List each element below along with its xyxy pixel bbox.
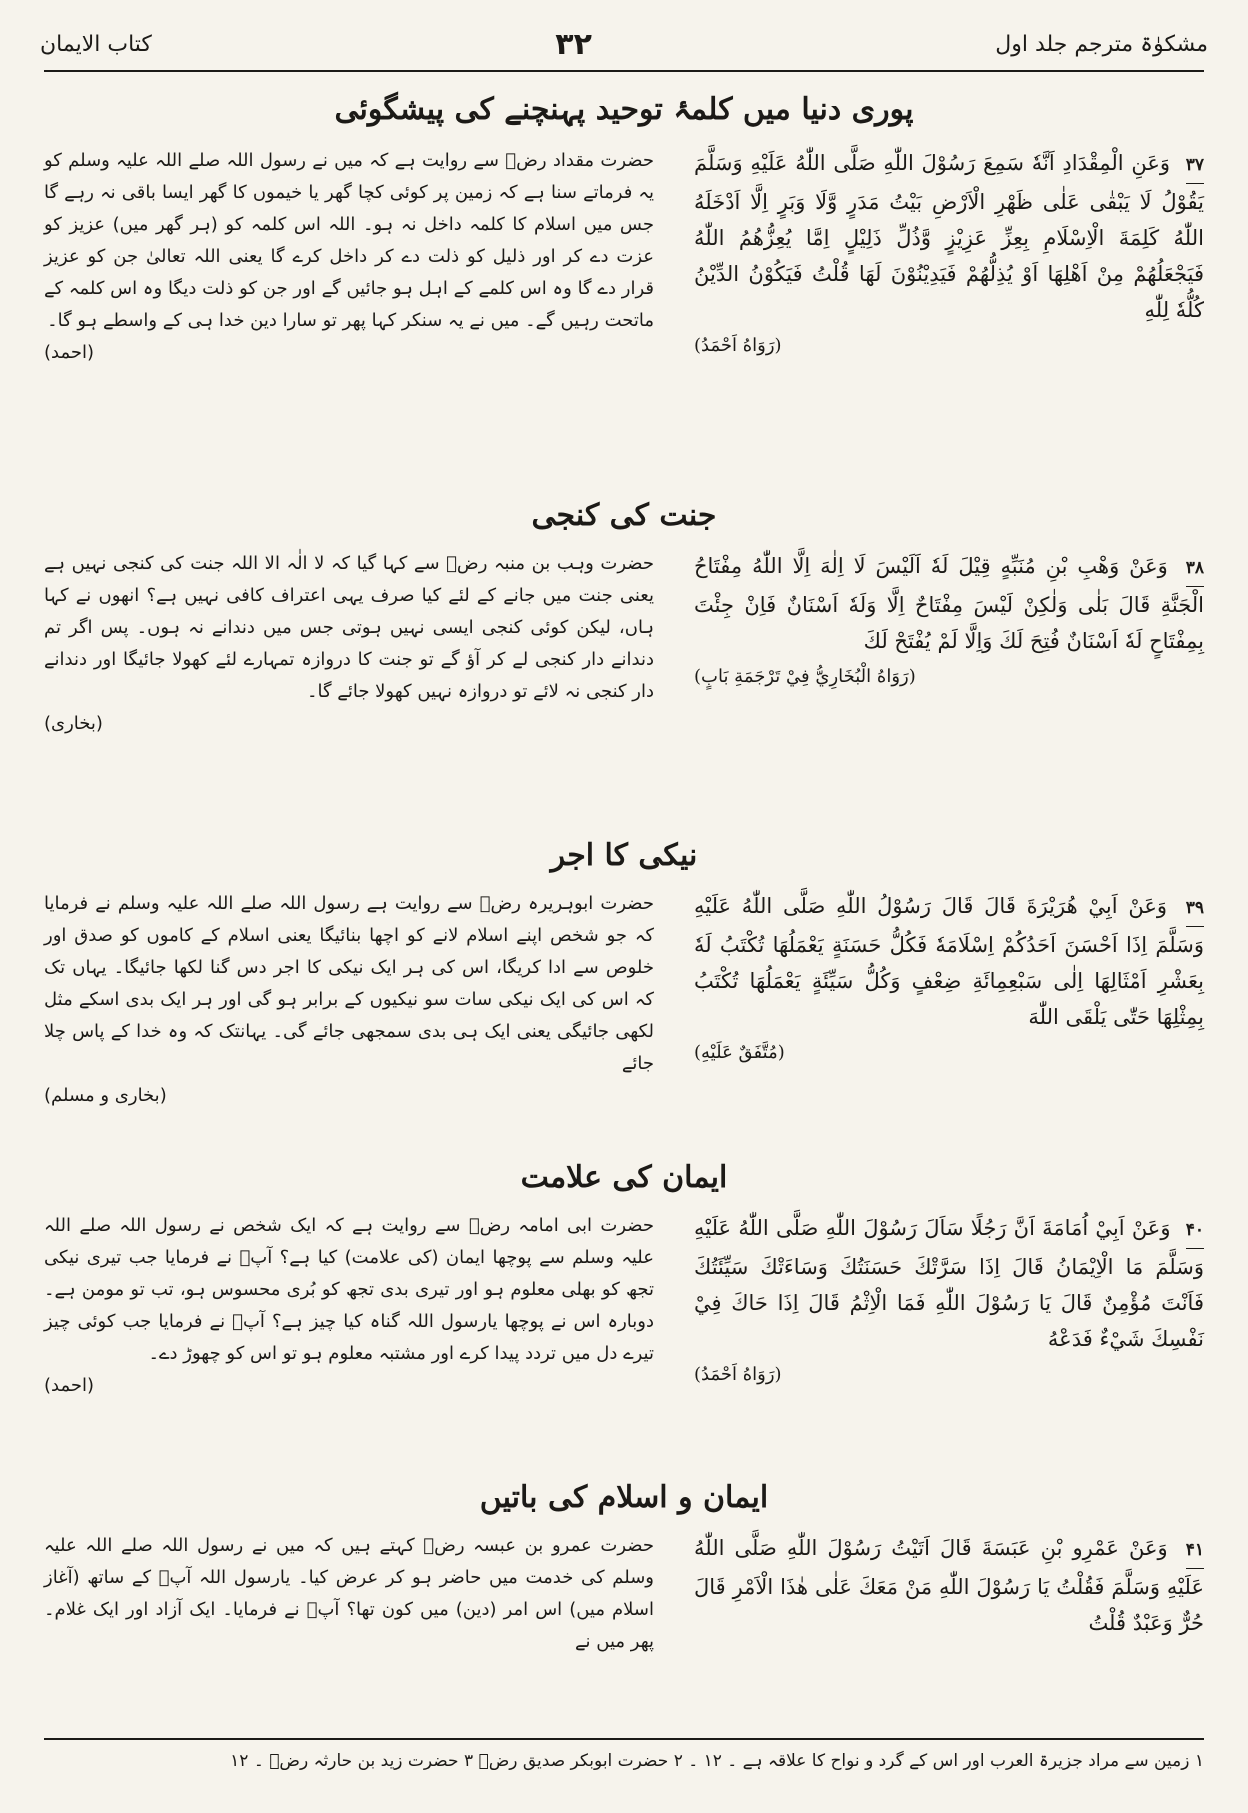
arabic-reference: (رَوَاهُ اَحْمَدُ) bbox=[694, 1364, 782, 1385]
hadith-arabic bbox=[694, 145, 1204, 364]
hadith-arabic bbox=[694, 888, 1204, 1071]
section-title: جنت کی کنجی bbox=[531, 498, 717, 533]
arabic-reference: (مُتَّفَقٌ عَلَيْهِ) bbox=[694, 1042, 785, 1063]
section-title: نیکی کا اجر bbox=[550, 838, 698, 873]
hadith-number: ۳۷ bbox=[1186, 147, 1204, 184]
arabic-reference: (رَوَاهُ اَحْمَدُ) bbox=[694, 335, 782, 356]
urdu-text: حضرت عمرو بن عبسہ رضؓ کہتے ہیں کہ میں نے رسول اللہ صلے اللہ علیہ وسلم کی خدمت میں حاضر ہو کر عرض کیا۔ یارسول اللہ آپؐ کے ساتھ (آغاز اسلام میں) اس امر (دین) میں کون تھا؟ آپؐ نے فرمایا۔ ایک آزاد اور ایک غلام۔ پھر میں نے bbox=[44, 1535, 654, 1652]
arabic-text: وَعَنْ اَبِيْ اُمَامَةَ اَنَّ رَجُلًا سَاَلَ رَسُوْلَ اللّٰهِ صَلَّى اللّٰهُ عَلَيْهِ وَسَلَّمَ مَا الْاِيْمَانُ قَالَ اِذَا سَرَّتْكَ حَسَنَتُكَ وَسَاءَتْكَ سَيِّئَتُكَ فَاَنْتَ مُؤْمِنٌ قَالَ يَا رَسُوْلَ اللّٰهِ فَمَا الْاِثْمُ قَالَ اِذَا حَاكَ فِيْ نَفْسِكَ شَيْءٌ فَدَعْهُ bbox=[694, 1216, 1204, 1351]
running-head bbox=[40, 18, 1208, 70]
urdu-text: حضرت مقداد رضؓ سے روایت ہے کہ میں نے رسول اللہ صلے اللہ علیہ وسلم کو یہ فرماتے سنا ہے کہ زمین پر کوئی کچا گھر یا خیموں کا گھر ایسا باقی نہ رہے گا جس میں اسلام کا کلمہ داخل نہ ہو۔ اللہ اس کلمہ کو (ہر گھر میں) عزیز کو عزت دے کر اور ذلیل کو ذلت دے کر داخل کرے گا یعنی اللہ تعالیٰ جن کو عزیز قرار دے گا وہ اس کلمے کے اہل ہو جائیں گے اور جن کو ذلت دیگا وہ اس کلمہ کے ماتحت رہیں گے۔ میں نے یہ سنکر کہا پھر تو سارا دین خدا ہی کے واسطے ہو گا۔ bbox=[44, 150, 654, 331]
section-title: ایمان کی علامت bbox=[520, 1160, 728, 1195]
urdu-text: حضرت ابوہریرہ رضؓ سے روایت ہے رسول اللہ صلے اللہ علیہ وسلم نے فرمایا کہ جو شخص اپنے اسلام لانے کو اچھا بنائیگا یعنی اسلام کے کاموں کو صدق اور خلوص سے ادا کریگا، اس کی ہر ایک نیکی کا اجر دس گنا لکھا جائیگا۔ یہاں تک کہ اس کی ایک نیکی سات سو نیکیوں کے برابر ہو گی اور ہر ایک بدی اسکے مثل لکھی جائیگی یعنی ایک ہی بدی سمجھی جائے گی۔ یہانتک کہ وہ خدا کے پاس چلا جائے bbox=[44, 893, 654, 1074]
arabic-text: وَعَنْ وَهْبِ بْنِ مُنَبِّهٍ قِيْلَ لَهٗ اَلَيْسَ لَا اِلٰهَ اِلَّا اللّٰهُ مِفْتَاحُ الْجَنَّةِ قَالَ بَلٰى وَلٰكِنْ لَيْسَ مِفْتَاحٌ اِلَّا وَلَهٗ اَسْنَانٌ فَاِنْ جِئْتَ بِمِفْتَاحٍ لَهٗ اَسْنَانٌ فُتِحَ لَكَ وَاِلَّا لَمْ يُفْتَحْ لَكَ bbox=[694, 554, 1204, 653]
urdu-reference: (بخاری) bbox=[44, 713, 103, 734]
arabic-text: وَعَنْ اَبِيْ هُرَيْرَةَ قَالَ قَالَ رَسُوْلُ اللّٰهِ صَلَّى اللّٰهُ عَلَيْهِ وَسَلَّمَ اِذَا اَحْسَنَ اَحَدُكُمْ اِسْلَامَهٗ فَكُلُّ حَسَنَةٍ يَعْمَلُهَا تُكْتَبُ لَهٗ بِعَشْرِ اَمْثَالِهَا اِلٰى سَبْعِمِائَةِ ضِعْفٍ وَكُلُّ سَيِّئَةٍ يَعْمَلُهَا تُكْتَبُ بِمِثْلِهَا حَتّٰى يَلْقَى اللّٰهَ bbox=[694, 894, 1204, 1029]
arabic-text: وَعَنِ الْمِقْدَادِ اَنَّهٗ سَمِعَ رَسُوْلَ اللّٰهِ صَلَّى اللّٰهُ عَلَيْهِ وَسَلَّمَ يَقُوْلُ لَا يَبْقٰى عَلٰى ظَهْرِ الْاَرْضِ بَيْتُ مَدَرٍ وَّلَا وَبَرٍ اِلَّا اَدْخَلَهُ اللّٰهُ كَلِمَةَ الْاِسْلَامِ بِعِزِّ عَزِيْزٍ وَّذُلِّ ذَلِيْلٍ اِمَّا يُعِزُّهُمُ اللّٰهُ فَيَجْعَلُهُمْ مِنْ اَهْلِهَا اَوْ يُذِلُّهُمْ فَيَدِيْنُوْنَ لَهَا قُلْتُ فَيَكُوْنُ الدِّيْنُ كُلُّهٗ لِلّٰهِ bbox=[694, 151, 1204, 322]
footer-rule bbox=[44, 1738, 1204, 1740]
hadith-urdu bbox=[44, 548, 654, 740]
arabic-text: وَعَنْ عَمْرِو بْنِ عَبَسَةَ قَالَ اَتَيْتُ رَسُوْلَ اللّٰهِ صَلَّى اللّٰهُ عَلَيْهِ وَسَلَّمَ فَقُلْتُ يَا رَسُوْلَ اللّٰهِ مَنْ مَعَكَ عَلٰى هٰذَا الْاَمْرِ قَالَ حُرٌّ وَعَبْدٌ قُلْتُ bbox=[694, 1536, 1204, 1635]
hadith-arabic bbox=[694, 1210, 1204, 1393]
hadith-arabic bbox=[694, 1530, 1204, 1641]
urdu-reference: (احمد) bbox=[44, 342, 95, 363]
hadith-number: ۳۹ bbox=[1186, 890, 1204, 927]
urdu-text: حضرت ابی امامہ رضؓ سے روایت ہے کہ ایک شخص نے رسول اللہ صلے اللہ علیہ وسلم سے پوچھا ایمان (کی علامت) کیا ہے؟ آپؐ نے فرمایا جب تیری نیکی تجھ کو بھلی معلوم ہو اور تیری بدی تجھ کو بُری محسوس ہو، تب تو مومن ہے۔ دوبارہ اس نے پوچھا یارسول اللہ گناہ کیا چیز ہے؟ آپؐ نے فرمایا جب کوئی چیز تیرے دل میں تردد پیدا کرے اور مشتبہ معلوم ہو تو اس کو چھوڑ دے۔ bbox=[44, 1215, 654, 1364]
header-rule bbox=[44, 70, 1204, 72]
section-title: ایمان و اسلام کی باتیں bbox=[479, 1480, 769, 1515]
chapter-title: کتاب الایمان bbox=[40, 31, 152, 57]
urdu-reference: (بخاری و مسلم) bbox=[44, 1085, 167, 1106]
hadith-urdu bbox=[44, 1210, 654, 1402]
section-title: پوری دنیا میں کلمۂ توحید پہنچنے کی پیشگوئی bbox=[334, 92, 914, 127]
hadith-urdu bbox=[44, 1530, 654, 1658]
hadith-number: ۴۰ bbox=[1186, 1212, 1204, 1249]
hadith-urdu bbox=[44, 888, 654, 1112]
hadith-urdu bbox=[44, 145, 654, 369]
book-title: مشکوٰۃ مترجم جلد اول bbox=[995, 31, 1208, 57]
urdu-text: حضرت وہب بن منبہ رضؓ سے کہا گیا کہ لا الٰہ الا اللہ جنت کی کنجی نہیں ہے یعنی جنت میں جانے کے لئے کیا صرف یہی اعتراف کافی نہیں ہے؟ انھوں نے کہا ہاں، لیکن کوئی کنجی ایسی نہیں ہوتی جس میں دندانے نہ ہوں۔ پس اگر تم دندانے دار کنجی لے کر آؤ گے تو جنت کا دروازہ تمہارے لئے کھولا جائیگا اور دندانے دار کنجی نہ لائے تو دروازہ نہیں کھولا جائے گا۔ bbox=[44, 553, 654, 702]
page-number: ۳۲ bbox=[555, 26, 592, 62]
arabic-reference: (رَوَاهُ الْبُخَارِيُّ فِيْ تَرْجَمَةِ بَابٍ) bbox=[694, 666, 916, 687]
hadith-number: ۴۱ bbox=[1186, 1532, 1204, 1569]
hadith-number: ۳۸ bbox=[1186, 550, 1204, 587]
hadith-arabic bbox=[694, 548, 1204, 695]
urdu-reference: (احمد) bbox=[44, 1375, 95, 1396]
footnotes: ۱ زمین سے مراد جزیرۃ العرب اور اس کے گرد و نواح کا علاقہ ہے ۔ ۱۲ ۔ ۲ حضرت ابوبکر صدیق رضؓ ۳ حضرت زید بن حارثہ رضؓ ۔ ۱۲ bbox=[230, 1751, 1204, 1771]
